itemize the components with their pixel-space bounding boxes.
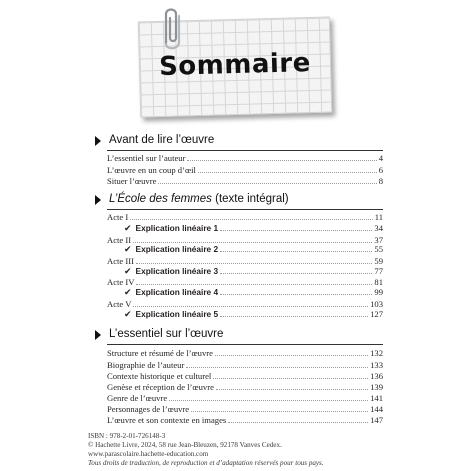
act-label: Acte IV [107, 277, 135, 287]
toc-entry-page: 139 [370, 382, 383, 392]
section-marker-icon [95, 195, 101, 205]
paperclip-icon [153, 4, 187, 52]
checkmark-icon: ✔ [124, 245, 132, 255]
toc-entry-label: L’œuvre en un coup d’œil [107, 165, 196, 175]
page-title: Sommaire [158, 48, 312, 82]
toc-entry-label: Biographie de l’auteur [107, 360, 185, 370]
section-heading-label: L’essentiel sur l’œuvre [109, 328, 224, 340]
toc-entry[interactable] [107, 371, 383, 382]
toc-entry-page: 6 [378, 165, 383, 175]
work-title: L’École des femmes [109, 193, 212, 205]
leader-dots [228, 422, 368, 423]
section-marker-icon [95, 136, 101, 146]
toc-entry-page: 8 [378, 176, 383, 186]
leader-dots [220, 273, 372, 274]
leader-dots [136, 284, 372, 285]
explication-entry[interactable] [124, 223, 383, 234]
explication-page: 99 [374, 287, 383, 297]
toc-entry[interactable] [107, 153, 383, 164]
section-heading-label: Avant de lire l’œuvre [109, 134, 215, 146]
toc-entry[interactable] [107, 404, 383, 415]
explication-entry[interactable] [124, 287, 383, 298]
act-page: 59 [374, 256, 383, 266]
act-label: Acte I [107, 212, 129, 222]
checkmark-icon: ✔ [124, 224, 132, 234]
act-page: 37 [374, 235, 383, 245]
toc-entry-label: Personnages de l’œuvre [107, 404, 190, 414]
toc-entry-label: Contexte historique et culturel [107, 371, 212, 381]
explication-page: 34 [374, 223, 383, 233]
toc-entry-page: 132 [370, 348, 383, 358]
leader-dots [198, 172, 377, 173]
leader-dots [187, 160, 376, 161]
toc-entry[interactable] [107, 382, 383, 393]
leader-dots [130, 219, 372, 220]
leader-dots [169, 400, 368, 401]
act-page: 11 [374, 212, 383, 222]
rights-line: Tous droits de traduction, de reproduction et d’adaptation réservés pour tous pays. [88, 458, 324, 467]
leader-dots [186, 367, 368, 368]
toc-entry-page: 136 [370, 371, 383, 381]
explication-page: 127 [370, 309, 383, 319]
explication-page: 55 [374, 244, 383, 254]
toc-entry[interactable] [107, 165, 383, 176]
act-label: Acte II [107, 235, 132, 245]
leader-dots [133, 242, 372, 243]
section-marker-icon [95, 330, 101, 340]
leader-dots [220, 294, 372, 295]
explication-label: Explication linéaire 4 [135, 287, 219, 297]
explication-entry[interactable] [124, 266, 383, 277]
checkmark-icon: ✔ [124, 310, 132, 320]
explication-entry[interactable] [124, 244, 383, 255]
website-line: www.parascolaire.hachette-education.com [88, 449, 209, 458]
section-texte-heading [95, 193, 385, 210]
toc-entry[interactable] [107, 393, 383, 404]
toc-entry[interactable] [107, 348, 383, 359]
toc-entry-page: 133 [370, 360, 383, 370]
work-subtitle: (texte intégral) [211, 193, 289, 205]
section-divider [107, 209, 383, 210]
toc-entry-page: 144 [370, 404, 383, 414]
explication-label: Explication linéaire 3 [135, 266, 219, 276]
toc-entry-label: L’œuvre et son contexte en images [107, 415, 227, 425]
section-essentiel-heading [95, 328, 385, 345]
leader-dots [136, 263, 372, 264]
checkmark-icon: ✔ [124, 288, 132, 298]
section-divider [107, 344, 383, 345]
leader-dots [216, 389, 368, 390]
checkmark-icon: ✔ [124, 267, 132, 277]
section-avant-heading [95, 134, 385, 151]
act-page: 103 [370, 299, 383, 309]
section-divider [107, 150, 383, 151]
imprint-footer [88, 432, 388, 468]
explication-label: Explication linéaire 5 [135, 309, 219, 319]
toc-entry-page: 141 [370, 393, 383, 403]
toc-entry-label: Structure et résumé de l’œuvre [107, 348, 213, 358]
toc-entry-page: 4 [378, 153, 383, 163]
isbn-line: ISBN : 978-2-01-726148-3 [88, 432, 166, 440]
toc-entry-label: Genre de l’œuvre [107, 393, 168, 403]
leader-dots [220, 316, 368, 317]
explication-entry[interactable] [124, 309, 383, 320]
act-label: Acte III [107, 256, 134, 266]
toc-entry[interactable] [107, 415, 383, 426]
explication-label: Explication linéaire 1 [135, 223, 219, 233]
explication-label: Explication linéaire 2 [135, 244, 219, 254]
toc-entry[interactable] [107, 360, 383, 371]
leader-dots [133, 306, 368, 307]
toc-entry-label: Situer l’œuvre [107, 176, 157, 186]
copyright-line: © Hachette Livre, 2024, 58 rue Jean-Bleuzen, 92178 Vanves Cedex. [88, 440, 282, 449]
leader-dots [213, 378, 368, 379]
toc-entry-label: Genèse et réception de l’œuvre [107, 382, 214, 392]
leader-dots [158, 183, 376, 184]
toc-entry-label: L’essentiel sur l’auteur [107, 153, 186, 163]
act-page: 81 [374, 277, 383, 287]
leader-dots [220, 230, 372, 231]
act-label: Acte V [107, 299, 132, 309]
leader-dots [220, 251, 372, 252]
explication-page: 77 [374, 266, 383, 276]
leader-dots [191, 411, 368, 412]
toc-entry-page: 147 [370, 415, 383, 425]
toc-entry[interactable] [107, 176, 383, 187]
leader-dots [215, 355, 368, 356]
act-entry[interactable] [107, 212, 383, 223]
